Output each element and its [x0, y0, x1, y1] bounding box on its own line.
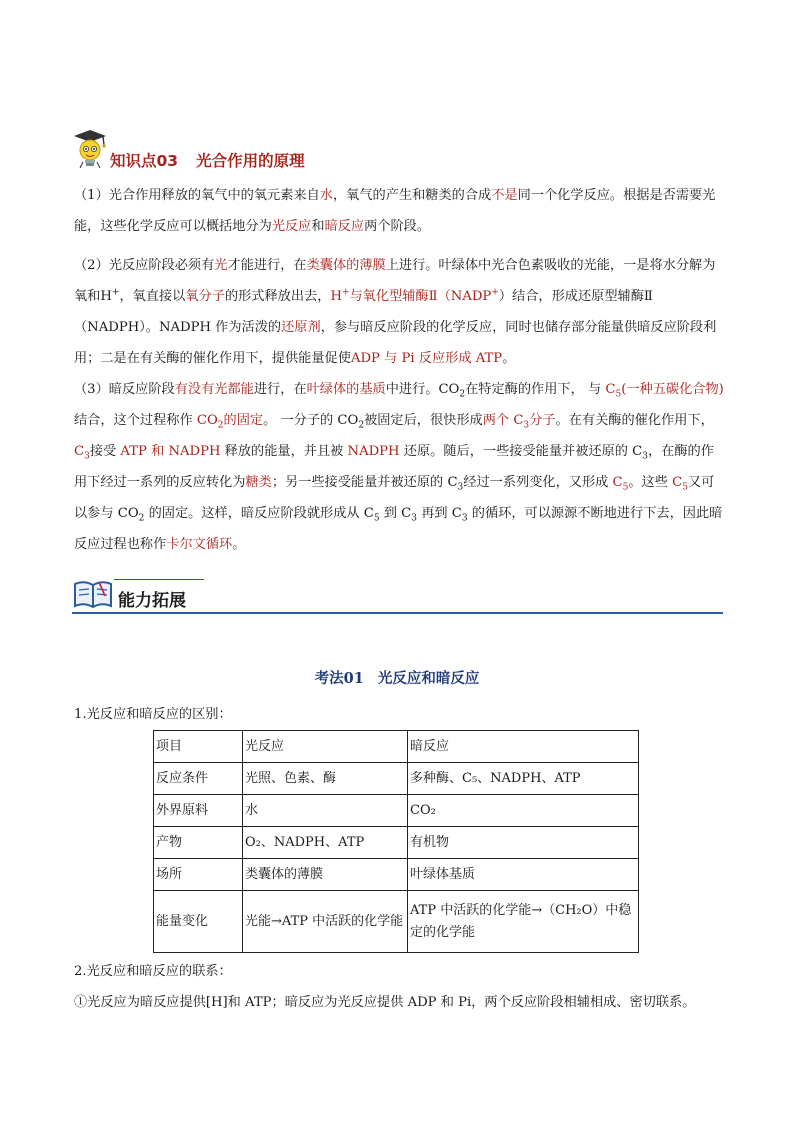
table-cell: 产物 — [154, 827, 243, 859]
relation-text: ①光反应为暗反应提供[H]和 ATP；暗反应为光反应提供 ADP 和 Pi，两个反应阶段相辅相成、密切联系。 — [74, 995, 696, 1010]
lightbulb-graduate-icon — [70, 128, 110, 172]
table-cell: 能量变化 — [154, 891, 243, 953]
header-top-rule — [114, 579, 204, 580]
table-cell: 场所 — [154, 859, 243, 891]
table-row — [154, 827, 639, 859]
table-cell: 项目 — [154, 731, 243, 763]
table-cell: 类囊体的薄膜 — [243, 859, 408, 891]
table-row — [154, 859, 639, 891]
table-cell: O₂、NADPH、ATP — [243, 827, 408, 859]
paragraph-1: （1）光合作用释放的氧气中的氧元素来自水，氧气的产生和糖类的合成不是同一个化学反应。根据是否需要光能，这些化学反应可以概括地分为光反应和暗反应两个阶段。 — [74, 188, 716, 234]
kp-label: 知识点03 — [110, 152, 179, 170]
table-cell: 叶绿体基质 — [408, 859, 639, 891]
table-cell: 外界原料 — [154, 795, 243, 827]
kp-heading: 光合作用的原理 — [196, 152, 305, 170]
table-cell: 光能→ATP 中活跃的化学能 — [243, 891, 408, 953]
table-cell: 水 — [243, 795, 408, 827]
table-cell: 有机物 — [408, 827, 639, 859]
paragraph-3: （3）暗反应阶段有没有光都能进行，在叶绿体的基质中进行。$CO_2$在特定酶的作用下， 与 $C_5$(一种五碳化合物)结合，这个过程称作 $CO_2$的固定。 一分子的 $CO_2$被固定后，很快形成两个 $C_3$分子。在有关酶的催化作用下，$C_3$接受 ATP 和 NADPH 释放的能量，并且被 NADPH 还原。随后，一些接受能量并被还原的 $C_3$，在酶的作用下经过一系列的反应转化为糖类；另一些接受能量并被还原的 $C_3$经过一系列变化，又形成 $C_5$。这些 $C_5$又可以参与 $CO_2$ 的固定。这样，暗反应阶段就形成从 $C_5$ 到 $C_3$ 再到 $C_3$ 的循环，可以源源不断地进行下去，因此暗反应过程也称作卡尔文循环。 — [74, 382, 724, 552]
table-row — [154, 763, 639, 795]
table-cell: CO₂ — [408, 795, 639, 827]
table-cell: 反应条件 — [154, 763, 243, 795]
knowledge-point-title — [110, 149, 305, 171]
paragraph-2: （2）光反应阶段必须有光才能进行，在类囊体的薄膜上进行。叶绿体中光合色素吸收的光能，一是将水分解为氧和H+，氧直接以氧分子的形式释放出去，H+与氧化型辅酶Ⅱ（NADP+）结合，形成还原型辅酶Ⅱ（NADPH）。NADPH 作为活泼的还原剂，参与暗反应阶段的化学反应，同时也储存部分能量供暗反应阶段利用；二是在有关酶的催化作用下，提供能量促使ADP 与 Pi 反应形成 ATP。 — [74, 258, 717, 366]
table-row — [154, 731, 639, 763]
table-cell: 光照、色素、酶 — [243, 763, 408, 795]
table-row — [154, 891, 639, 953]
table-cell: 多种酶、C₅、NADPH、ATP — [408, 763, 639, 795]
method-title: 考法01 光反应和暗反应 — [314, 670, 480, 687]
subheading-1: 1.光反应和暗反应的区别： — [74, 707, 232, 722]
table-row — [154, 795, 639, 827]
section-rule — [72, 612, 723, 614]
table-cell: ATP 中活跃的化学能→（CH₂O）中稳定的化学能 — [408, 891, 639, 953]
section-header: 能力拓展 — [118, 591, 186, 611]
table-cell: 光反应 — [243, 731, 408, 763]
subheading-2: 2.光反应和暗反应的联系： — [74, 964, 232, 979]
comparison-table — [153, 730, 639, 953]
table-cell: 暗反应 — [408, 731, 639, 763]
open-book-icon — [72, 578, 114, 612]
